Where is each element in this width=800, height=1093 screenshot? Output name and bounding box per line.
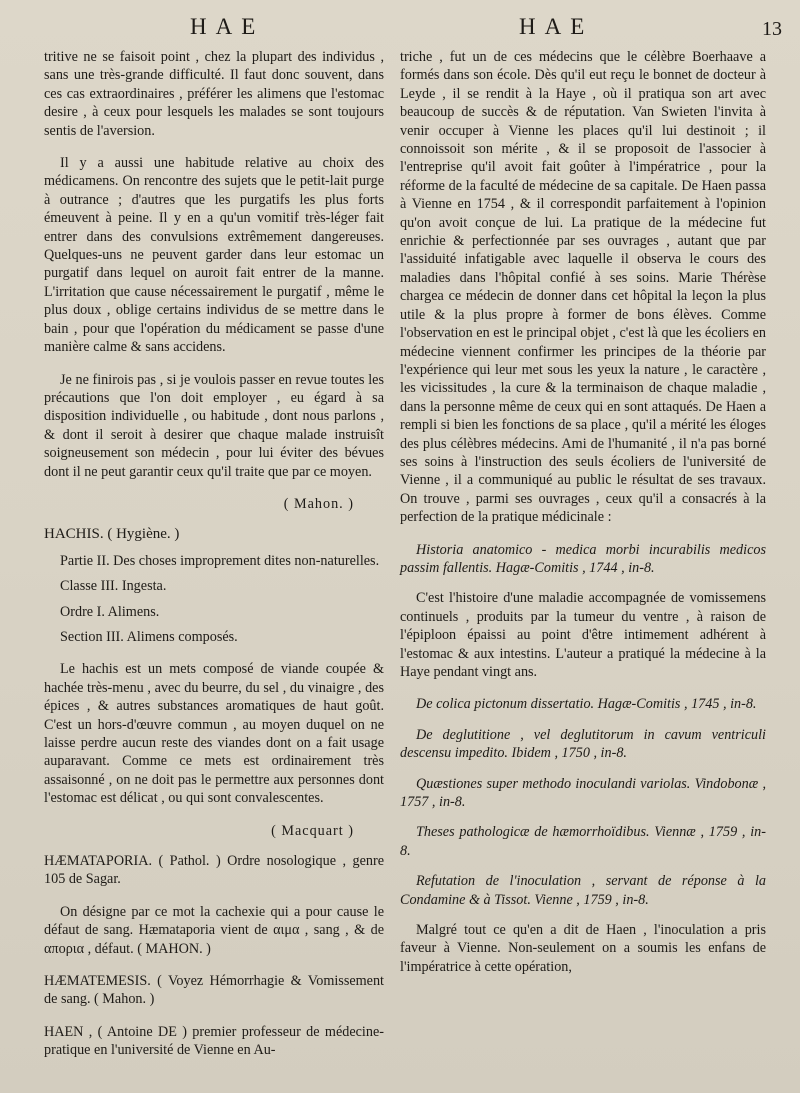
running-header <box>0 12 800 42</box>
right-column <box>400 48 766 990</box>
reference-text: Quæstiones super methodo inoculandi variolas. Vindobonæ , 1757 , in-8. <box>400 775 766 811</box>
paragraph: tritive ne se faisoit point , chez la plupart des individus , sans une très-grande difficulté. Il faut donc souvent, dans ces cas extraordinaires , préférer les alimens que l'estomac desire , à ceux pour lesquels les malades se sont toujours sentis de l'aversion. <box>44 49 384 139</box>
paragraph: C'est l'histoire d'une maladie accompagnée de vomissemens continuels , produits par la tumeur du ventre , à raison de l'épiploon épaissi au point d'être intimement adhérent à l'estomac & aux intestins. L'auteur a pratiqué la médecine à la Haye pendant vingt ans. <box>400 590 766 680</box>
bibliography-entry <box>400 541 766 578</box>
bibliography-entry <box>400 823 766 860</box>
reference-text: Refutation de l'inoculation , servant de réponse à la Condamine & à Tissot. Vienne , 1759 , in-8. <box>400 873 766 908</box>
paragraph: Malgré tout ce qu'en a dit de Haen , l'inoculation a pris faveur à Vienne. Non-seulement on a soumis les enfans de l'impératrice à cette opération, <box>400 922 766 975</box>
reference-text: Theses pathologicæ de hæmorrhoïdibus. Viennæ , 1759 , in-8. <box>400 824 766 859</box>
entry-heading: HACHIS. ( Hygiène. ) <box>44 526 180 543</box>
classification-line: Classe III. Ingesta. <box>60 578 167 595</box>
classification-line: Partie II. Des choses improprement dites non-naturelles. <box>60 552 380 569</box>
bibliography-entry <box>400 695 766 713</box>
paragraph: triche , fut un de ces médecins que le célèbre Boerhaave a formés dans son école. Dès qu'il eut reçu le bonnet de docteur à Leyde , il se rendit à la Haye , où il pratiqua son art avec beaucoup de succès & de réputation. Van Swieten l'invita à venir occuper à Vienne les places qu'il lui destinoit ; il connoissoit son mérite , & il se proposoit de l'associer à l'entreprise qu'il avoit fait goûter à l'impératrice , pour la réforme de la faculté de médecine de sa capitale. De Haen passa à Vienne en 1754 , & il correspondit parfaitement à l'opinion qu'on avoit conçue de lui. La pratique de la médecine fut enrichie & perfectionnée par ses ouvrages , autant que par l'assiduité infatigable avec laquelle il observa le cours des maladies dans l'hôpital confié à ses soins. Marie Thérèse chargea ce médecin de donner dans cet hôpital la leçon la plus utile & la plus propre à former de bons élèves. Comme l'observation en est le principal objet , c'est là que les écoliers en médecine viennent confirmer les principes de la théorie par l'expérience qui leur met sous les yeux la nature , le caractère , les vicissitudes , la cure & la terminaison de chaque maladie , dans la personne même de ceux qui en sont attaqués. De Haen a rempli si bien les fonctions de sa place , qu'il a mérité les éloges des plus célèbres médecins. Ami de l'humanité , il n'a pas borné ses soins à l'instruction des seuls écoliers de l'université de Vienne , il a communiqué au public le résultat de ses travaux. On trouve , parmi ses ouvrages , ceux qu'il a consacrés à la perfection de la pratique médicinale : <box>400 49 766 526</box>
header-left-word: HAE <box>190 14 265 39</box>
reference-text: De deglutitione , vel deglutitorum in cavum ventriculi descensu impedito. Ibidem , 1750 , in-8. <box>400 726 766 762</box>
classification-line: Section III. Alimens composés. <box>60 628 238 645</box>
paragraph: On désigne par ce mot la cachexie qui a pour cause le défaut de sang. Hæmataporia vient de αιμα , sang , & de απορια , défaut. ( MAHON. ) <box>44 903 384 957</box>
classification-line: Ordre I. Alimens. <box>60 603 160 620</box>
author-signature: ( Macquart ) <box>271 822 354 839</box>
header-right-word: HAE <box>519 14 594 39</box>
paragraph: Le hachis est un mets composé de viande coupée & hachée très-menu , avec du beurre, du sel , du vinaigre , des épices , & autres substances aromatiques de haut goût. C'est un hors-d'œuvre commun , au moyen duquel on ne laisse perdre aucun reste des viandes dont on a fait usage auparavant. Comme ce mets est ordinairement très assaisonné , on ne doit pas le permettre aux personnes dont l'estomac est délicat , ou qui sont convalescentes. <box>44 661 384 807</box>
paragraph: Je ne finirois pas , si je voulois passer en revue toutes les précautions que l'on doit employer , eu égard à sa disposition individuelle , ou habitude , dont nous parlons , & dont il seroit à desirer que chaque malade instruisît soigneusement son médecin , pour lui éviter des bévues dont il ne peut garantir ceux qu'il traite que par ce moyen. <box>44 371 384 480</box>
reference-text: Historia anatomico - medica morbi incurabilis medicos passim fallentis. Hagæ-Comitis , 1744 , in-8. <box>400 541 766 576</box>
entry-heading: HÆMATEMESIS. ( Voyez Hémorrhagie & Vomissement de sang. ( Mahon. ) <box>44 973 384 1008</box>
paragraph: Il y a aussi une habitude relative au choix des médicamens. On rencontre des sujets que le petit-lait purge à outrance ; d'autres que les purgatifs les plus forts émeuvent à peine. Il y en a qu'un vomitif très-léger fait entrer dans des convulsions extrêmement dangereuses. Quelques-uns ne peuvent garder dans leur estomac un purgatif dans lequel on auroit fait entrer de la manne. L'irritation que cause nécessairement le purgatif , même le plus doux , oblige certains individus de se mettre dans le bain , pour que l'opération du médicament se passe d'une manière calme & sans accidens. <box>44 155 384 356</box>
page-number: 13 <box>762 18 782 40</box>
author-signature: ( Mahon. ) <box>283 495 354 512</box>
left-column <box>44 48 384 1074</box>
reference-text: De colica pictonum dissertatio. Hagæ-Comitis , 1745 , in-8. <box>416 696 757 713</box>
bibliography-entry <box>400 775 766 812</box>
bibliography-entry <box>400 726 766 763</box>
bibliography-entry <box>400 872 766 909</box>
entry-heading: HAEN , ( Antoine DE ) premier professeur de médecine-pratique en l'université de Vienne en Au- <box>44 1023 384 1059</box>
entry-heading: HÆMATAPORIA. ( Pathol. ) Ordre nosologique , genre 105 de Sagar. <box>44 853 384 888</box>
